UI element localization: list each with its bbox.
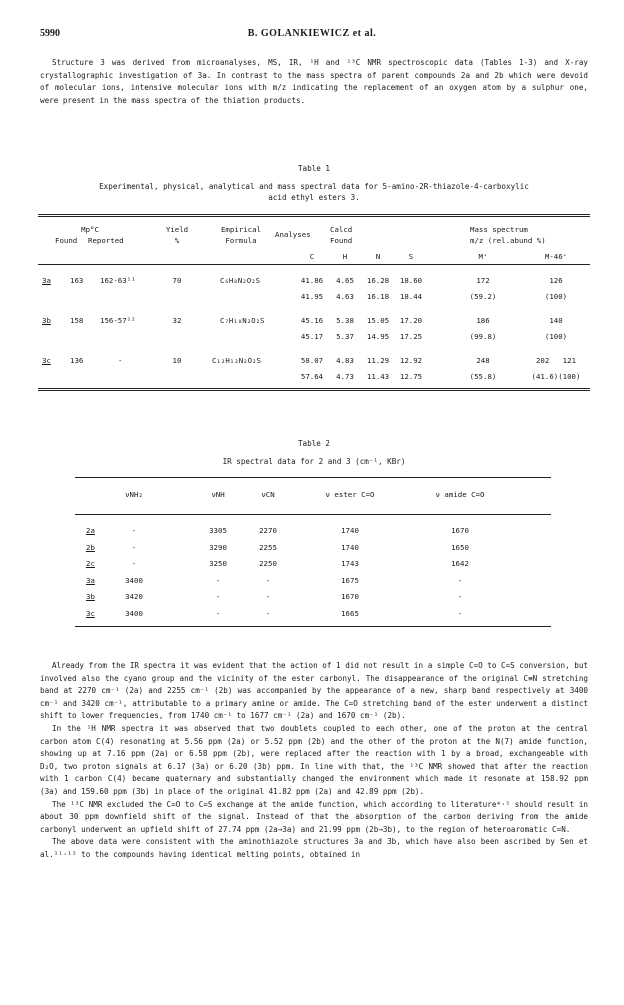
t2-value: - bbox=[215, 592, 221, 601]
t1-yield: 32 bbox=[172, 316, 182, 325]
t1-header-yield-unit: % bbox=[174, 236, 180, 245]
body-paragraph-2: In the ¹H NMR spectra it was observed that two doublets coupled to each other, one of the proton at the central carbon atom C(4) resonating at 5.56 ppm (2a) or 5.52 ppm (2b) and the other of the proton at the N(7) amide function, showing up at 7.16 ppm (2a) or 6.58 ppm (2b), were replaced after the reaction with 1 by a broad, exchangeable with D₂O, two proton signals at 6.17 (3a) or 6.20 (3b) ppm. In line with that, the ¹³C NMR showed that after the reaction with 1 carbon C(4) became quaternary and substantially changed the environment which made it resonate at 158.92 ppm (3a) and 159.60 ppm (3b) in place of the original 41.82 ppm (2a) and 42.89 ppm (2b). bbox=[40, 723, 588, 796]
table1-caption-line1: Experimental, physical, analytical and mass spectral data for 5-amino-2R-thiazole-4-carboxylic bbox=[99, 182, 529, 191]
t2-value: 1670 bbox=[341, 592, 359, 601]
body-text bbox=[40, 660, 588, 862]
t1-calc-s: 12.92 bbox=[399, 356, 423, 365]
t2-value: 1740 bbox=[341, 542, 359, 552]
t1-yield: 10 bbox=[172, 356, 182, 365]
t1-header-h: H bbox=[342, 252, 348, 261]
t2-value: 2270 bbox=[259, 526, 277, 535]
t1-mp-reported: 156-57¹² bbox=[100, 316, 136, 325]
t2-value: - bbox=[265, 575, 271, 585]
running-header bbox=[40, 28, 584, 42]
t1-header-m46: M-46⁺ bbox=[544, 252, 568, 261]
t2-compound: 2a bbox=[86, 526, 95, 535]
t1-calc-c: 45.16 bbox=[300, 316, 324, 325]
t1-header-c: C bbox=[309, 252, 315, 261]
t1-header-ms-units: m/z (rel.abund %) bbox=[470, 236, 546, 245]
t1-header-reported: Reported bbox=[88, 236, 124, 245]
t2-value: 3400 bbox=[125, 575, 143, 585]
body-paragraph-1: Already from the IR spectra it was evident that the action of 1 did not result in a simple C=O to C=S conversion, but involved also the cyano group and the vicinity of the ester carbonyl. The disappearance of the original C≡N stretching band at 2270 cm⁻¹ (2a) and 2255 cm⁻¹ (2b) was accompanied by the appearance of a new, sharp band respectively at 3400 cm⁻¹ and 3420 cm⁻¹, attributable to a primary amine or amide. The C=O stretching band of the ester underwent a distinct shift to lower frequencies, from 1740 cm⁻¹ to 1677 cm⁻¹ (2a) and 1670 cm⁻¹ (2b). bbox=[40, 661, 588, 721]
t1-found-h: 5.37 bbox=[336, 332, 354, 341]
t1-formula: C₁₂H₁₂N₂O₂S bbox=[212, 356, 261, 365]
t1-calc-n: 11.29 bbox=[366, 356, 390, 365]
t2-value: 2255 bbox=[259, 542, 277, 552]
t1-mp-found: 163 bbox=[70, 276, 84, 285]
t1-header-mp: Mp°C bbox=[81, 225, 99, 234]
t1-m-abund: (55.8) bbox=[469, 372, 497, 381]
t1-mp-found: 158 bbox=[70, 316, 84, 325]
t2-header-ester: ν ester C=O bbox=[325, 490, 375, 499]
t1-calc-c: 58.07 bbox=[300, 356, 324, 365]
t1-found-c: 41.95 bbox=[300, 292, 324, 301]
running-title: B. GOLANKIEWICZ et al. bbox=[247, 28, 377, 39]
t2-value: - bbox=[215, 575, 221, 585]
t2-value: 1740 bbox=[341, 526, 359, 535]
t1-calc-c: 41.86 bbox=[300, 276, 324, 285]
t2-value: 3420 bbox=[125, 592, 143, 601]
t1-m-abund: (99.8) bbox=[469, 332, 497, 341]
t2-header-nh2: νNH₂ bbox=[125, 490, 143, 499]
t1-header-n: N bbox=[375, 252, 381, 261]
table1-bottom-rule-2 bbox=[38, 390, 590, 391]
intro-paragraph bbox=[40, 57, 588, 107]
table1-top-rule-2 bbox=[38, 216, 590, 217]
t1-header-calcd: Calcd bbox=[330, 225, 353, 234]
t2-value: 1670 bbox=[451, 526, 469, 535]
t1-mp-found: 136 bbox=[70, 356, 84, 365]
t2-value: 3290 bbox=[209, 542, 227, 552]
body-paragraph-3: The ¹³C NMR excluded the C=O to C=S exchange at the amide function, which according to literature⁴˒⁵ should result in about 30 ppm downfield shift of the signal. Instead of that the absorption of the carbon deriving from the amide carbonyl underwent an upfield shift of 27.74 ppm (2a→3a) and 21.99 ppm (2b→3b), to the region of heteroaromatic C=N. bbox=[40, 799, 588, 834]
t2-value: 2250 bbox=[259, 559, 277, 568]
t2-compound: 3a bbox=[86, 575, 95, 585]
t1-found-n: 14.95 bbox=[366, 332, 390, 341]
t2-value: 1650 bbox=[451, 542, 469, 552]
t1-compound: 3a bbox=[42, 276, 51, 285]
t1-calc-n: 16.28 bbox=[366, 276, 390, 285]
t2-value: - bbox=[457, 608, 463, 618]
table1-caption-line2: acid ethyl esters 3. bbox=[268, 193, 360, 202]
t1-found-n: 11.43 bbox=[366, 372, 390, 381]
t1-header-s: S bbox=[408, 252, 414, 261]
t2-value: 3400 bbox=[125, 608, 143, 618]
t1-compound: 3b bbox=[42, 316, 51, 325]
t1-m46: 126 bbox=[549, 276, 563, 285]
t1-header-found2: Found bbox=[330, 236, 353, 245]
t1-found-s: 12.75 bbox=[399, 372, 423, 381]
t1-m46: 202 121 bbox=[535, 356, 577, 365]
t2-header-nh: νNH bbox=[211, 490, 225, 499]
t1-m46-abund: (41.6)(100) bbox=[531, 372, 581, 381]
t2-value: - bbox=[131, 559, 137, 568]
t2-value: 1743 bbox=[341, 559, 359, 568]
t2-value: - bbox=[265, 592, 271, 601]
t1-found-h: 4.73 bbox=[336, 372, 354, 381]
table2-top-rule bbox=[75, 477, 551, 478]
t1-m46-abund: (100) bbox=[544, 332, 568, 341]
t2-value: 3305 bbox=[209, 526, 227, 535]
t1-formula: C₇H₁₀N₂O₂S bbox=[220, 316, 265, 325]
t1-mp-reported: 162-63¹¹ bbox=[100, 276, 136, 285]
t2-compound: 2b bbox=[86, 542, 95, 552]
t2-value: 1642 bbox=[451, 559, 469, 568]
t1-found-h: 4.63 bbox=[336, 292, 354, 301]
table2-bottom-rule bbox=[75, 626, 551, 627]
t1-header-yield: Yield bbox=[165, 225, 189, 234]
t1-calc-h: 4.83 bbox=[336, 356, 354, 365]
t1-header-formula: Formula bbox=[225, 236, 257, 245]
t1-calc-n: 15.05 bbox=[366, 316, 390, 325]
table1-bottom-rule bbox=[38, 388, 590, 389]
t2-header-cn: νCN bbox=[261, 490, 275, 499]
t1-mp-reported: - bbox=[118, 356, 123, 365]
t2-value: - bbox=[265, 608, 271, 618]
t1-m: 248 bbox=[476, 356, 490, 365]
t1-m: 186 bbox=[476, 316, 490, 325]
table2-header-rule bbox=[75, 514, 551, 515]
t1-found-c: 45.17 bbox=[300, 332, 324, 341]
t2-value: - bbox=[215, 608, 221, 618]
t2-compound: 3c bbox=[86, 608, 95, 618]
t2-compound: 2c bbox=[86, 559, 95, 568]
t2-compound: 3b bbox=[86, 592, 95, 601]
t1-header-found: Found bbox=[55, 236, 78, 245]
t1-found-s: 18.44 bbox=[399, 292, 423, 301]
t1-formula: C₆H₈N₂O₂S bbox=[220, 276, 261, 285]
t2-value: 1675 bbox=[341, 575, 359, 585]
t1-yield: 70 bbox=[172, 276, 182, 285]
table1-top-rule bbox=[38, 214, 590, 215]
table1-header-rule bbox=[38, 264, 590, 265]
t1-header-empirical: Empirical bbox=[220, 225, 262, 234]
t1-m46-abund: (100) bbox=[544, 292, 568, 301]
t1-compound: 3c bbox=[42, 356, 51, 365]
t1-found-c: 57.64 bbox=[300, 372, 324, 381]
table2-caption: IR spectral data for 2 and 3 (cm⁻¹, KBr) bbox=[222, 457, 406, 466]
t2-value: - bbox=[457, 575, 463, 585]
t1-m-abund: (59.2) bbox=[469, 292, 497, 301]
t1-header-mplus: M⁺ bbox=[478, 252, 488, 261]
t2-value: - bbox=[457, 592, 463, 601]
t2-value: - bbox=[131, 542, 137, 552]
table1-title: Table 1 bbox=[297, 164, 330, 173]
t2-value: - bbox=[131, 526, 137, 535]
t1-header-analyses: Analyses bbox=[275, 230, 311, 239]
t1-calc-h: 4.65 bbox=[336, 276, 354, 285]
t1-found-n: 16.18 bbox=[366, 292, 390, 301]
t1-calc-h: 5.38 bbox=[336, 316, 354, 325]
t1-m: 172 bbox=[476, 276, 490, 285]
t1-header-ms: Mass spectrum bbox=[470, 225, 528, 234]
intro-text: Structure 3 was derived from microanalyses, MS, IR, ¹H and ¹³C NMR spectroscopic data (Tables 1-3) and X-ray crystallographic investigation of 3a. In contrast to the mass spectra of parent compounds 2a and 2b which were devoid of molecular ions, intensive molecular ions with m/z indicating the replacement of an oxygen atom by a sulphur one, were present in the mass spectra of the thiation products. bbox=[40, 58, 588, 105]
body-paragraph-4: The above data were consistent with the aminothiazole structures 3a and 3b, which have also been ascribed by Sen et al.¹¹˒¹² to the compounds having identical melting points, obtained in bbox=[40, 837, 588, 859]
table2-title: Table 2 bbox=[297, 439, 330, 448]
t1-calc-s: 17.20 bbox=[399, 316, 423, 325]
t2-header-amide: ν amide C=O bbox=[435, 490, 485, 499]
t2-value: 3250 bbox=[209, 559, 227, 568]
page-number: 5990 bbox=[40, 28, 60, 39]
t1-m46: 140 bbox=[549, 316, 563, 325]
t1-calc-s: 18.60 bbox=[399, 276, 423, 285]
t1-found-s: 17.25 bbox=[399, 332, 423, 341]
t2-value: 1665 bbox=[341, 608, 359, 618]
